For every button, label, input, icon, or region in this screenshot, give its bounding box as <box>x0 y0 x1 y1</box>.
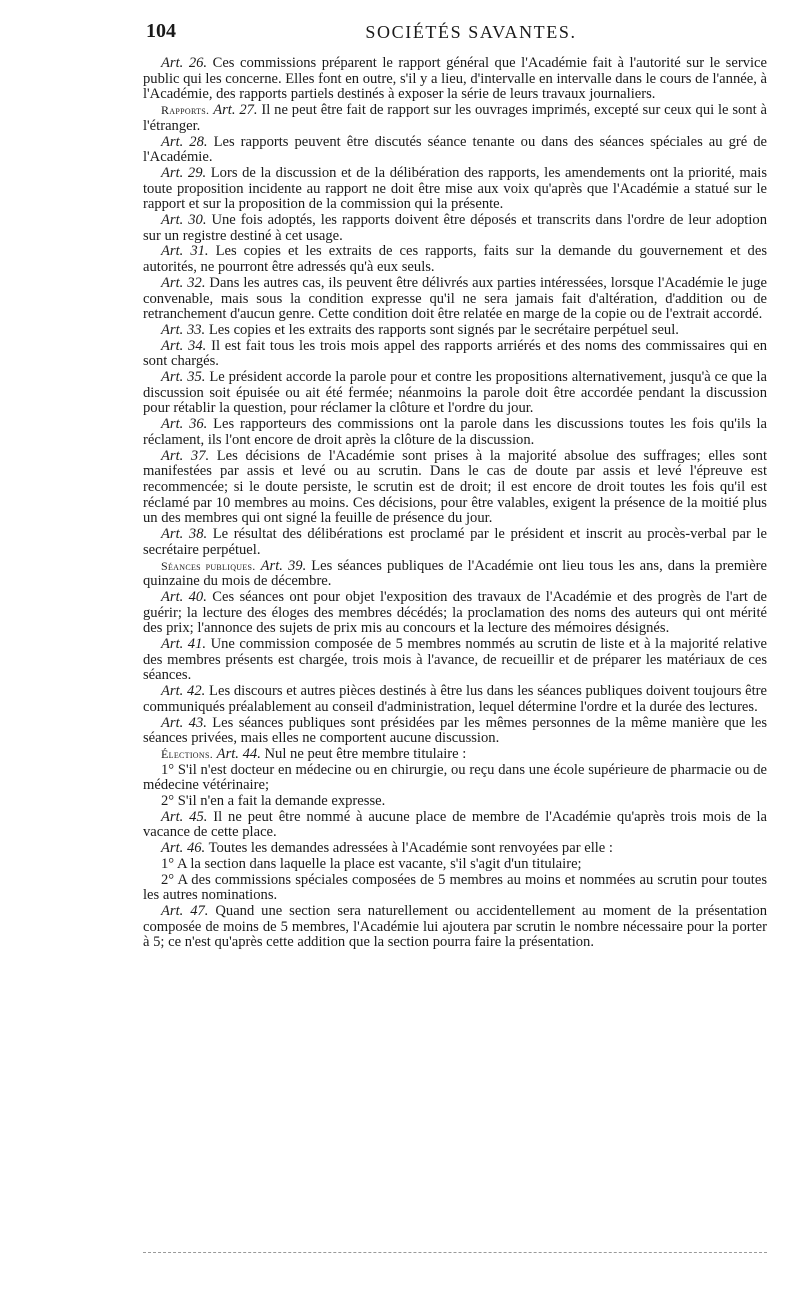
article-number: Art. 36. <box>161 416 208 433</box>
paragraph <box>143 323 767 339</box>
paragraph <box>143 56 767 103</box>
article-text: Il est fait tous les trois mois appel des rapports arriérés et des noms des commissaires qui en sont chargés. <box>143 337 768 370</box>
paragraph <box>143 794 767 810</box>
article-text: Nul ne peut être membre titulaire : <box>264 745 467 762</box>
paragraph <box>143 559 767 590</box>
article-text: Les séances publiques de l'Académie ont lieu tous les ans, dans la première quinzaine du mois de décembre. <box>143 557 768 590</box>
article-number: Art. 32. <box>161 274 206 291</box>
article-number: Art. 44. <box>216 745 261 762</box>
article-text: 2° S'il n'en a fait la demande expresse. <box>161 793 386 810</box>
article-text: Les copies et les extraits des rapports sont signés par le secrétaire perpétuel seul. <box>208 321 679 338</box>
article-text: Ces séances ont pour objet l'exposition des travaux de l'Académie et des progrès de l'art de guérir; la lecture des éloges des membres décédés; la proclamation des noms des auteurs qui ont mérité des prix; l'annonce des sujets de prix mis au concours et la lecture des mémoires désignés. <box>143 588 768 637</box>
article-text: Les rapporteurs des commissions ont la parole dans les discussions toutes les fois qu'ils la réclament, ils l'ont encore de droit après la clôture de la discussion. <box>143 416 768 448</box>
article-text: Les décisions de l'Académie sont prises à la majorité absolue des suffrages; elles sont manifestées par assis et levé ou au scrutin. Dans le cas de doute par assis et levé l'épreuve est recommencée; si le doute persiste, le scrutin est de droit; il est encore de droit toutes les fois qu'il est réclamé par 10 membres au moins. Ces décisions, pour être valables, exigent la présence de la moitié plus un des membres qui ont signé la feuille de présence du jour. <box>143 447 768 527</box>
article-text: Ces commissions préparent le rapport général que l'Académie fait à l'autorité sur le service public qui les concerne. Elles font en outre, s'il y a lieu, d'intervalle en intervalle dans le cours de l'année, à l'Académie, des rapports partiels destinés à exposer la série de leurs travaux journaliers. <box>143 55 767 103</box>
footer-rule <box>143 1252 767 1253</box>
article-text: Les séances publiques sont présidées par les mêmes personnes de la même manière que les séances privées, mais elles ne comportent aucune discussion. <box>143 714 767 747</box>
paragraph <box>143 527 767 558</box>
article-text: Une fois adoptés, les rapports doivent être déposés et transcrits dans l'ordre de leur adoption sur un registre destiné à cet usage. <box>143 212 767 244</box>
article-text: Il ne peut être fait de rapport sur les ouvrages imprimés, excepté sur ceux qui le sont à l'étranger. <box>143 102 768 134</box>
paragraph <box>143 637 767 684</box>
paragraph <box>143 103 767 134</box>
article-text-block <box>143 56 767 951</box>
paragraph <box>143 244 767 275</box>
paragraph <box>143 810 767 841</box>
paragraph <box>143 873 767 904</box>
paragraph <box>143 904 767 951</box>
article-number: Art. 38. <box>161 526 208 543</box>
paragraph <box>143 449 767 528</box>
paragraph <box>143 213 767 244</box>
article-number: Art. 41. <box>161 636 207 653</box>
section-heading: Rapports. <box>161 103 210 118</box>
article-number: Art. 40. <box>161 588 207 605</box>
article-text: 2° A des commissions spéciales composées de 5 membres au moins et nommées au scrutin pour toutes les autres nominations. <box>143 871 767 904</box>
article-number: Art. 45. <box>161 808 208 825</box>
article-text: Quand une section sera naturellement ou accidentellement au moment de la présentation composée de moins de 5 membres, l'Académie lui ajoutera par scrutin le nombre nécessaire pour la porter à 5; ce n'est qu'après cette addition que la section pourra faire la présentation. <box>143 902 768 951</box>
article-number: Art. 33. <box>161 321 206 338</box>
article-number: Art. 26. <box>161 55 208 71</box>
paragraph <box>143 747 767 763</box>
article-number: Art. 29. <box>161 164 207 181</box>
paragraph <box>143 763 767 794</box>
paragraph <box>143 339 767 370</box>
article-text: 1° A la section dans laquelle la place est vacante, s'il s'agit d'un titulaire; <box>161 855 582 872</box>
section-heading: Élections. <box>161 746 213 761</box>
article-text: Le président accorde la parole pour et contre les propositions alternativement, jusqu'à ce que la discussion soit épuisée ou ait été fermée; néanmoins la parole doit être accordée pendant la discussion pour rétablir la question, pour réclamer la clôture et l'ordre du jour. <box>143 369 767 417</box>
paragraph <box>143 716 767 747</box>
article-number: Art. 34. <box>161 337 207 354</box>
article-text: Lors de la discussion et de la délibération des rapports, les amendements ont la priorité, mais toute proposition incidente au rapport ne doit être mise aux voix qu'après que l'Académie a statué sur le rapport et sur la proposition de la commission qui la présente. <box>143 164 767 213</box>
article-number: Art. 27. <box>213 102 258 119</box>
paragraph <box>143 857 767 873</box>
article-text: Une commission composée de 5 membres nommés au scrutin de liste et à la majorité relative des membres présents est chargée, trois mois à l'avance, de recueillir et de préparer les matériaux de ces séances. <box>143 636 767 684</box>
article-text: Le résultat des délibérations est proclamé par le président et inscrit au procès-verbal par le secrétaire perpétuel. <box>143 526 767 558</box>
paragraph <box>143 417 767 448</box>
article-text: Les copies et les extraits de ces rapports, faits sur la demande du gouvernement et des autorités, ne pourront être adressés qu'à eux seuls. <box>143 243 768 276</box>
article-number: Art. 46. <box>161 840 206 857</box>
running-title: SOCIÉTÉS SAVANTES. <box>365 22 577 42</box>
paragraph <box>143 684 767 715</box>
article-text: Toutes les demandes adressées à l'Académie sont renvoyées par elle : <box>208 840 613 857</box>
article-number: Art. 37. <box>161 447 210 464</box>
article-text: Dans les autres cas, ils peuvent être délivrés aux parties intéressées, lorsque l'Académie le juge convenable, mais sous la condition expresse qu'il ne sera jamais fait d'altération, d'addition ou de retranchement d'aucun genre. Cette condition doit être relatée en marge de la copie ou de l'extrait accordé. <box>143 274 767 323</box>
article-text: Il ne peut être nommé à aucune place de membre de l'Académie qu'après trois mois de la vacance de cette place. <box>143 808 768 841</box>
article-text: Les discours et autres pièces destinés à être lus dans les séances publiques doivent toujours être communiqués préalablement au conseil d'administration, lequel détermine l'ordre et la durée des lectures. <box>143 683 767 715</box>
article-number: Art. 31. <box>161 243 209 260</box>
paragraph <box>143 590 767 637</box>
article-text: 1° S'il n'est docteur en médecine ou en chirurgie, ou reçu dans une école supérieure de pharmacie ou de médecine vétérinaire; <box>143 761 767 794</box>
article-number: Art. 35. <box>161 369 206 386</box>
paragraph <box>143 166 767 213</box>
article-number: Art. 47. <box>161 902 209 919</box>
paragraph <box>143 370 767 417</box>
article-number: Art. 30. <box>161 212 207 229</box>
paragraph <box>143 841 767 857</box>
article-number: Art. 28. <box>161 133 208 150</box>
article-number: Art. 39. <box>260 557 307 574</box>
article-text: Les rapports peuvent être discutés séance tenante ou dans des séances spéciales au gré de l'Académie. <box>143 133 767 166</box>
paragraph <box>143 276 767 323</box>
paragraph <box>143 135 767 166</box>
page-number: 104 <box>146 20 176 42</box>
section-heading: Séances publiques. <box>161 558 256 573</box>
article-number: Art. 42. <box>161 683 206 700</box>
page-header <box>146 20 766 50</box>
article-number: Art. 43. <box>161 714 207 731</box>
